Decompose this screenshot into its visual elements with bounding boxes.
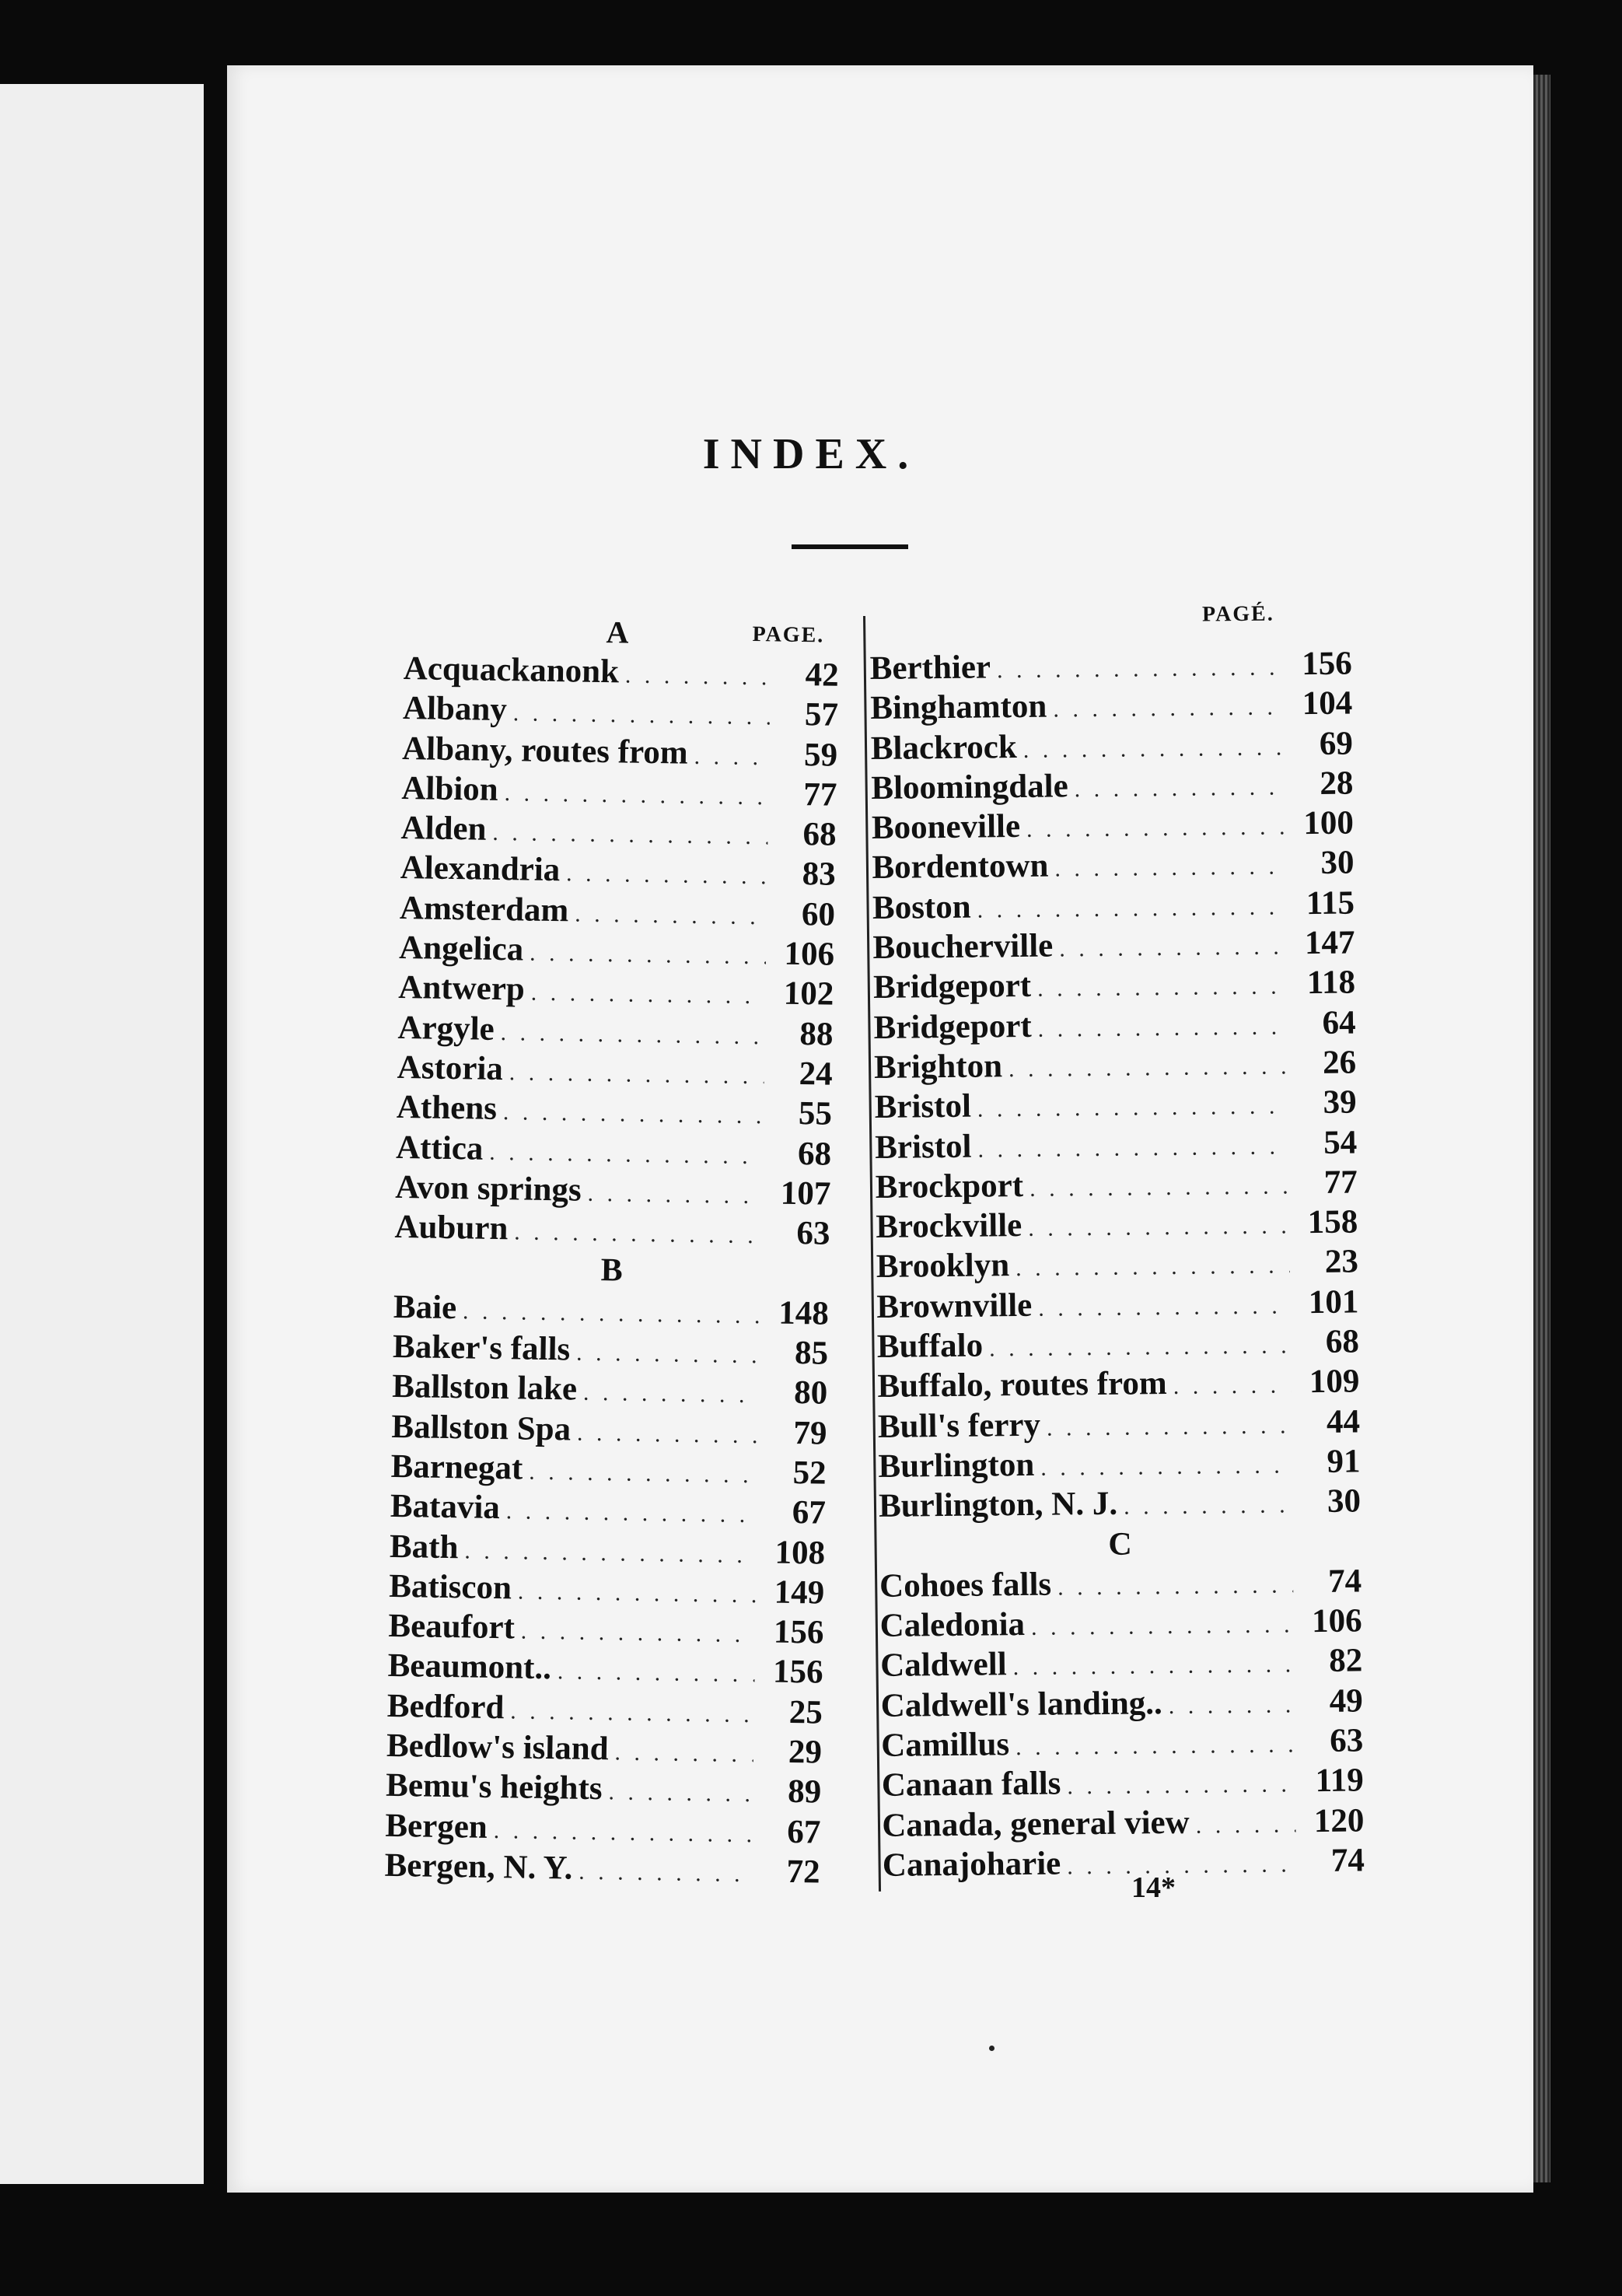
entry-page-number: 69 xyxy=(1319,725,1354,762)
dot-leader xyxy=(504,780,768,810)
index-entry xyxy=(386,1766,822,1813)
entry-name: Bridgeport xyxy=(872,968,1032,1006)
entry-page-number: 74 xyxy=(1327,1563,1362,1600)
entry-name: Canaan falls xyxy=(881,1765,1061,1804)
entry-name: Bull's ferry xyxy=(877,1406,1041,1445)
entry-name: Canada, general view xyxy=(882,1804,1190,1844)
dot-leader xyxy=(1037,974,1287,1003)
index-list-a xyxy=(394,649,839,1255)
section-letter-a: A xyxy=(606,614,631,650)
left-column xyxy=(384,611,840,1893)
dot-leader xyxy=(500,1020,764,1050)
index-entry xyxy=(871,724,1354,769)
dot-leader xyxy=(575,901,767,930)
entry-name: Brownville xyxy=(876,1286,1033,1325)
index-entry xyxy=(393,1328,829,1374)
entry-name: Barnegat xyxy=(390,1447,523,1487)
entry-page-number: 147 xyxy=(1304,924,1355,962)
entry-page-number: 106 xyxy=(784,935,835,973)
index-entry xyxy=(389,1567,825,1614)
page-title: INDEX. xyxy=(702,430,920,478)
dot-leader xyxy=(997,654,1284,684)
index-entry xyxy=(396,1128,832,1174)
entry-page-number: 88 xyxy=(799,1015,834,1053)
entry-name: Bedford xyxy=(386,1687,505,1726)
dot-leader xyxy=(1013,1652,1295,1682)
index-list-b xyxy=(384,1288,829,1893)
page-column-label: PAGE. xyxy=(752,622,825,648)
dot-leader xyxy=(579,1859,752,1888)
entry-name: Binghamton xyxy=(870,688,1047,727)
entry-name: Antwerp xyxy=(398,969,526,1008)
entry-page-number: 68 xyxy=(797,1135,832,1173)
entry-page-number: 68 xyxy=(1325,1323,1360,1360)
entry-name: Brockville xyxy=(876,1207,1022,1246)
dot-leader xyxy=(989,1332,1291,1362)
entry-page-number: 91 xyxy=(1327,1443,1361,1480)
index-entry xyxy=(876,1163,1358,1208)
right-column xyxy=(869,601,1365,1887)
entry-page-number: 74 xyxy=(1330,1842,1365,1879)
index-entry xyxy=(872,804,1355,849)
index-entry xyxy=(386,1727,823,1773)
dot-leader xyxy=(1040,1452,1292,1481)
entry-name: Brighton xyxy=(873,1048,1003,1086)
dot-leader xyxy=(1028,1213,1289,1243)
entry-page-number: 149 xyxy=(774,1573,825,1612)
index-entry xyxy=(401,769,837,816)
dot-leader xyxy=(1075,774,1285,803)
entry-name: Berthier xyxy=(869,649,991,687)
index-entry xyxy=(397,1088,833,1135)
dot-leader xyxy=(1057,1572,1293,1601)
entry-name: Bordentown xyxy=(872,848,1049,887)
index-entry xyxy=(879,1562,1362,1607)
entry-name: Bloomingdale xyxy=(871,768,1068,807)
index-entry xyxy=(873,1003,1356,1048)
index-entry xyxy=(878,1442,1361,1487)
index-entry xyxy=(400,889,836,936)
right-column-header xyxy=(869,601,1351,649)
index-entry xyxy=(873,964,1356,1009)
index-entry xyxy=(387,1647,823,1693)
dot-leader xyxy=(521,1619,756,1649)
entry-name: Bemu's heights xyxy=(385,1767,603,1808)
entry-name: Baie xyxy=(393,1288,457,1326)
entry-page-number: 55 xyxy=(798,1095,833,1132)
entry-name: Argyle xyxy=(397,1009,495,1048)
entry-name: Avon springs xyxy=(394,1168,582,1209)
entry-page-number: 23 xyxy=(1324,1243,1359,1281)
index-entry xyxy=(876,1283,1359,1328)
dot-leader xyxy=(1023,734,1285,764)
index-entry xyxy=(882,1762,1365,1807)
entry-name: Bristol xyxy=(874,1087,972,1126)
signature-mark: 14* xyxy=(1131,1871,1176,1904)
index-entry xyxy=(397,1048,833,1095)
entry-name: Beaumont.. xyxy=(387,1647,552,1687)
entry-name: Boucherville xyxy=(872,927,1054,967)
dot-leader xyxy=(577,1419,759,1449)
index-entry xyxy=(877,1363,1360,1408)
entry-name: Alexandria xyxy=(400,849,561,889)
entry-page-number: 67 xyxy=(792,1494,827,1531)
dot-leader xyxy=(977,1133,1288,1163)
index-entry xyxy=(880,1682,1363,1727)
entry-page-number: 39 xyxy=(1323,1083,1357,1122)
entry-page-number: 59 xyxy=(803,736,838,774)
entry-page-number: 156 xyxy=(773,1613,824,1651)
entry-page-number: 79 xyxy=(793,1414,827,1452)
index-entry xyxy=(403,689,839,736)
dot-leader xyxy=(492,820,768,851)
entry-name: Caledonia xyxy=(879,1606,1026,1645)
entry-page-number: 26 xyxy=(1322,1044,1357,1081)
index-entry xyxy=(875,1123,1358,1168)
entry-name: Brooklyn xyxy=(876,1247,1010,1286)
entry-name: Ballston lake xyxy=(391,1368,578,1408)
entry-page-number: 102 xyxy=(783,975,834,1013)
dot-leader xyxy=(1031,1612,1294,1641)
dot-leader xyxy=(1026,814,1285,843)
dot-leader xyxy=(1038,1293,1290,1321)
index-entry xyxy=(384,1846,820,1893)
entry-page-number: 63 xyxy=(796,1215,830,1252)
entry-page-number: 89 xyxy=(787,1773,822,1811)
entry-page-number: 119 xyxy=(1315,1762,1365,1800)
entry-page-number: 25 xyxy=(788,1693,823,1731)
index-entry xyxy=(876,1243,1359,1288)
dot-leader xyxy=(1059,933,1287,962)
dot-leader xyxy=(1169,1692,1295,1720)
index-list-c xyxy=(879,1562,1365,1886)
dot-leader xyxy=(1196,1811,1296,1839)
entry-page-number: 42 xyxy=(805,656,840,694)
entry-page-number: 63 xyxy=(1330,1722,1364,1759)
entry-name: Ballston Spa xyxy=(391,1408,572,1448)
entry-page-number: 49 xyxy=(1329,1682,1363,1720)
index-entry xyxy=(880,1642,1363,1687)
dot-leader xyxy=(1053,695,1284,723)
dot-leader xyxy=(509,1059,764,1090)
entry-page-number: 60 xyxy=(801,895,836,933)
dot-leader xyxy=(493,1818,752,1848)
index-entry xyxy=(390,1487,826,1534)
dot-leader xyxy=(1054,854,1285,883)
entry-page-number: 148 xyxy=(778,1294,830,1332)
entry-page-number: 77 xyxy=(1323,1164,1358,1201)
index-entry xyxy=(403,649,839,696)
entry-page-number: 104 xyxy=(1302,684,1353,723)
dot-leader xyxy=(503,1099,764,1129)
entry-name: Boston xyxy=(872,888,971,926)
index-entry xyxy=(870,684,1353,730)
dot-leader xyxy=(977,1094,1288,1123)
index-entry xyxy=(394,1208,830,1255)
index-entry xyxy=(391,1408,827,1454)
dot-leader xyxy=(1124,1493,1292,1521)
index-entry xyxy=(871,764,1354,809)
entry-name: Buffalo, routes from xyxy=(877,1365,1167,1405)
dot-leader xyxy=(514,1219,762,1249)
entry-page-number: 156 xyxy=(772,1654,823,1692)
entry-page-number: 29 xyxy=(788,1733,823,1771)
index-entry xyxy=(872,844,1355,889)
entry-page-number: 30 xyxy=(1327,1482,1362,1521)
dot-leader xyxy=(1009,1053,1288,1083)
entry-name: Amsterdam xyxy=(399,889,569,929)
dot-leader xyxy=(694,743,769,771)
dot-leader xyxy=(1029,1173,1289,1202)
index-entry xyxy=(872,924,1355,969)
entry-name: Canajoharie xyxy=(882,1845,1061,1884)
index-entry xyxy=(395,1168,831,1215)
entry-name: Albany xyxy=(402,690,508,729)
entry-name: Camillus xyxy=(881,1726,1010,1764)
index-entry xyxy=(393,1288,830,1335)
dot-leader xyxy=(1038,1013,1288,1042)
dot-leader xyxy=(608,1780,753,1808)
dot-leader xyxy=(510,1698,754,1728)
dot-leader xyxy=(530,940,766,971)
entry-name: Baker's falls xyxy=(392,1328,571,1368)
entry-name: Bristol xyxy=(874,1128,972,1166)
entry-page-number: 108 xyxy=(774,1534,826,1572)
index-list-b-continued xyxy=(870,645,1362,1528)
page-edges xyxy=(1533,75,1550,2182)
entry-page-number: 24 xyxy=(799,1055,834,1093)
entry-page-number: 158 xyxy=(1307,1203,1358,1241)
entry-page-number: 30 xyxy=(1320,844,1355,882)
entry-name: Acquackanonk xyxy=(403,649,620,691)
index-entry xyxy=(882,1801,1365,1846)
dot-leader xyxy=(489,1139,763,1170)
index-entry xyxy=(397,1009,834,1055)
entry-page-number: 57 xyxy=(804,696,839,734)
dot-leader xyxy=(1047,1412,1292,1441)
index-entry xyxy=(398,968,834,1015)
dot-leader xyxy=(558,1659,755,1689)
entry-name: Burlington, N. J. xyxy=(878,1485,1118,1525)
entry-name: Attica xyxy=(395,1129,484,1167)
entry-name: Bath xyxy=(389,1528,459,1566)
dot-leader xyxy=(625,662,771,691)
section-letter-b: B xyxy=(600,1252,624,1289)
index-entry xyxy=(878,1402,1361,1447)
entry-name: Alden xyxy=(400,810,487,848)
entry-page-number: 67 xyxy=(787,1813,821,1851)
dot-leader xyxy=(529,1459,758,1489)
dot-leader xyxy=(1067,1851,1296,1880)
entry-page-number: 68 xyxy=(802,816,837,853)
entry-page-number: 77 xyxy=(802,775,837,814)
index-entry xyxy=(874,1043,1357,1088)
index-entry xyxy=(388,1607,824,1654)
dot-leader xyxy=(518,1578,757,1608)
dot-leader xyxy=(1015,1253,1290,1283)
entry-page-number: 101 xyxy=(1308,1283,1359,1321)
index-entry xyxy=(879,1602,1362,1647)
index-entry xyxy=(390,1447,827,1494)
entry-name: Brockport xyxy=(875,1167,1024,1206)
entry-name: Bridgeport xyxy=(873,1007,1032,1046)
dot-leader xyxy=(977,894,1287,923)
facing-page xyxy=(0,84,204,2184)
dot-leader xyxy=(576,1340,760,1370)
entry-name: Bedlow's island xyxy=(386,1727,609,1768)
entry-page-number: 156 xyxy=(1302,645,1352,683)
page-column-label: PAGÉ. xyxy=(1201,601,1274,627)
entry-name: Auburn xyxy=(394,1209,509,1248)
index-entry xyxy=(879,1482,1362,1528)
entry-page-number: 120 xyxy=(1313,1802,1365,1839)
index-entry xyxy=(883,1841,1365,1886)
entry-page-number: 107 xyxy=(780,1174,831,1213)
entry-page-number: 80 xyxy=(793,1374,828,1412)
index-entry xyxy=(402,730,838,776)
entry-name: Albany, routes from xyxy=(401,730,689,772)
entry-name: Buffalo xyxy=(876,1327,984,1365)
index-entry xyxy=(870,645,1353,690)
entry-name: Beaufort xyxy=(388,1607,516,1647)
section-letter-c: C xyxy=(1108,1526,1132,1563)
entry-name: Burlington xyxy=(878,1446,1035,1485)
entry-page-number: 52 xyxy=(792,1454,827,1492)
entry-page-number: 28 xyxy=(1320,765,1354,802)
dot-leader xyxy=(506,1498,758,1528)
dot-leader xyxy=(614,1739,753,1768)
index-entry xyxy=(390,1527,826,1573)
ink-speck xyxy=(989,2046,995,2051)
entry-name: Astoria xyxy=(397,1048,504,1088)
entry-page-number: 106 xyxy=(1311,1602,1362,1640)
dot-leader xyxy=(463,1298,760,1329)
entry-name: Albion xyxy=(401,769,499,808)
index-entry xyxy=(874,1083,1357,1129)
entry-name: Cohoes falls xyxy=(879,1566,1052,1605)
entry-page-number: 82 xyxy=(1328,1642,1363,1680)
entry-page-number: 83 xyxy=(802,856,837,894)
entry-page-number: 64 xyxy=(1322,1004,1356,1041)
entry-name: Blackrock xyxy=(870,728,1018,767)
index-entry xyxy=(877,1323,1360,1368)
title-rule xyxy=(792,544,908,549)
index-entry xyxy=(872,884,1355,929)
dot-leader xyxy=(464,1538,757,1569)
dot-leader xyxy=(513,701,771,731)
entry-page-number: 115 xyxy=(1306,884,1355,922)
entry-name: Bergen xyxy=(385,1807,488,1846)
entry-name: Caldwell xyxy=(879,1646,1007,1685)
entry-name: Batiscon xyxy=(388,1567,512,1607)
entry-page-number: 109 xyxy=(1309,1363,1360,1401)
index-entry xyxy=(400,809,837,856)
dot-leader xyxy=(1173,1373,1292,1401)
dot-leader xyxy=(587,1181,762,1210)
index-entry xyxy=(881,1721,1364,1766)
dot-leader xyxy=(583,1380,760,1409)
index-entry xyxy=(385,1806,821,1853)
index-entry xyxy=(392,1367,828,1414)
entry-page-number: 118 xyxy=(1306,964,1356,1002)
dot-leader xyxy=(1015,1731,1295,1761)
entry-page-number: 44 xyxy=(1326,1403,1361,1440)
entry-name: Batavia xyxy=(390,1488,501,1527)
entry-name: Angelica xyxy=(398,929,524,968)
index-entry xyxy=(386,1687,823,1734)
index-entry xyxy=(399,929,835,975)
dot-leader xyxy=(530,980,765,1010)
index-entry xyxy=(400,849,836,895)
left-column-header xyxy=(404,611,840,656)
entry-name: Caldwell's landing.. xyxy=(880,1684,1162,1724)
entry-page-number: 85 xyxy=(794,1335,829,1372)
index-entry xyxy=(876,1203,1358,1248)
entry-page-number: 54 xyxy=(1323,1124,1358,1161)
entry-name: Bergen, N. Y. xyxy=(384,1846,573,1887)
entry-name: Booneville xyxy=(871,808,1021,847)
entry-name: Athens xyxy=(396,1089,498,1128)
dot-leader xyxy=(1067,1772,1295,1801)
entry-page-number: 100 xyxy=(1303,804,1355,842)
dot-leader xyxy=(566,861,767,891)
entry-page-number: 72 xyxy=(786,1853,820,1891)
